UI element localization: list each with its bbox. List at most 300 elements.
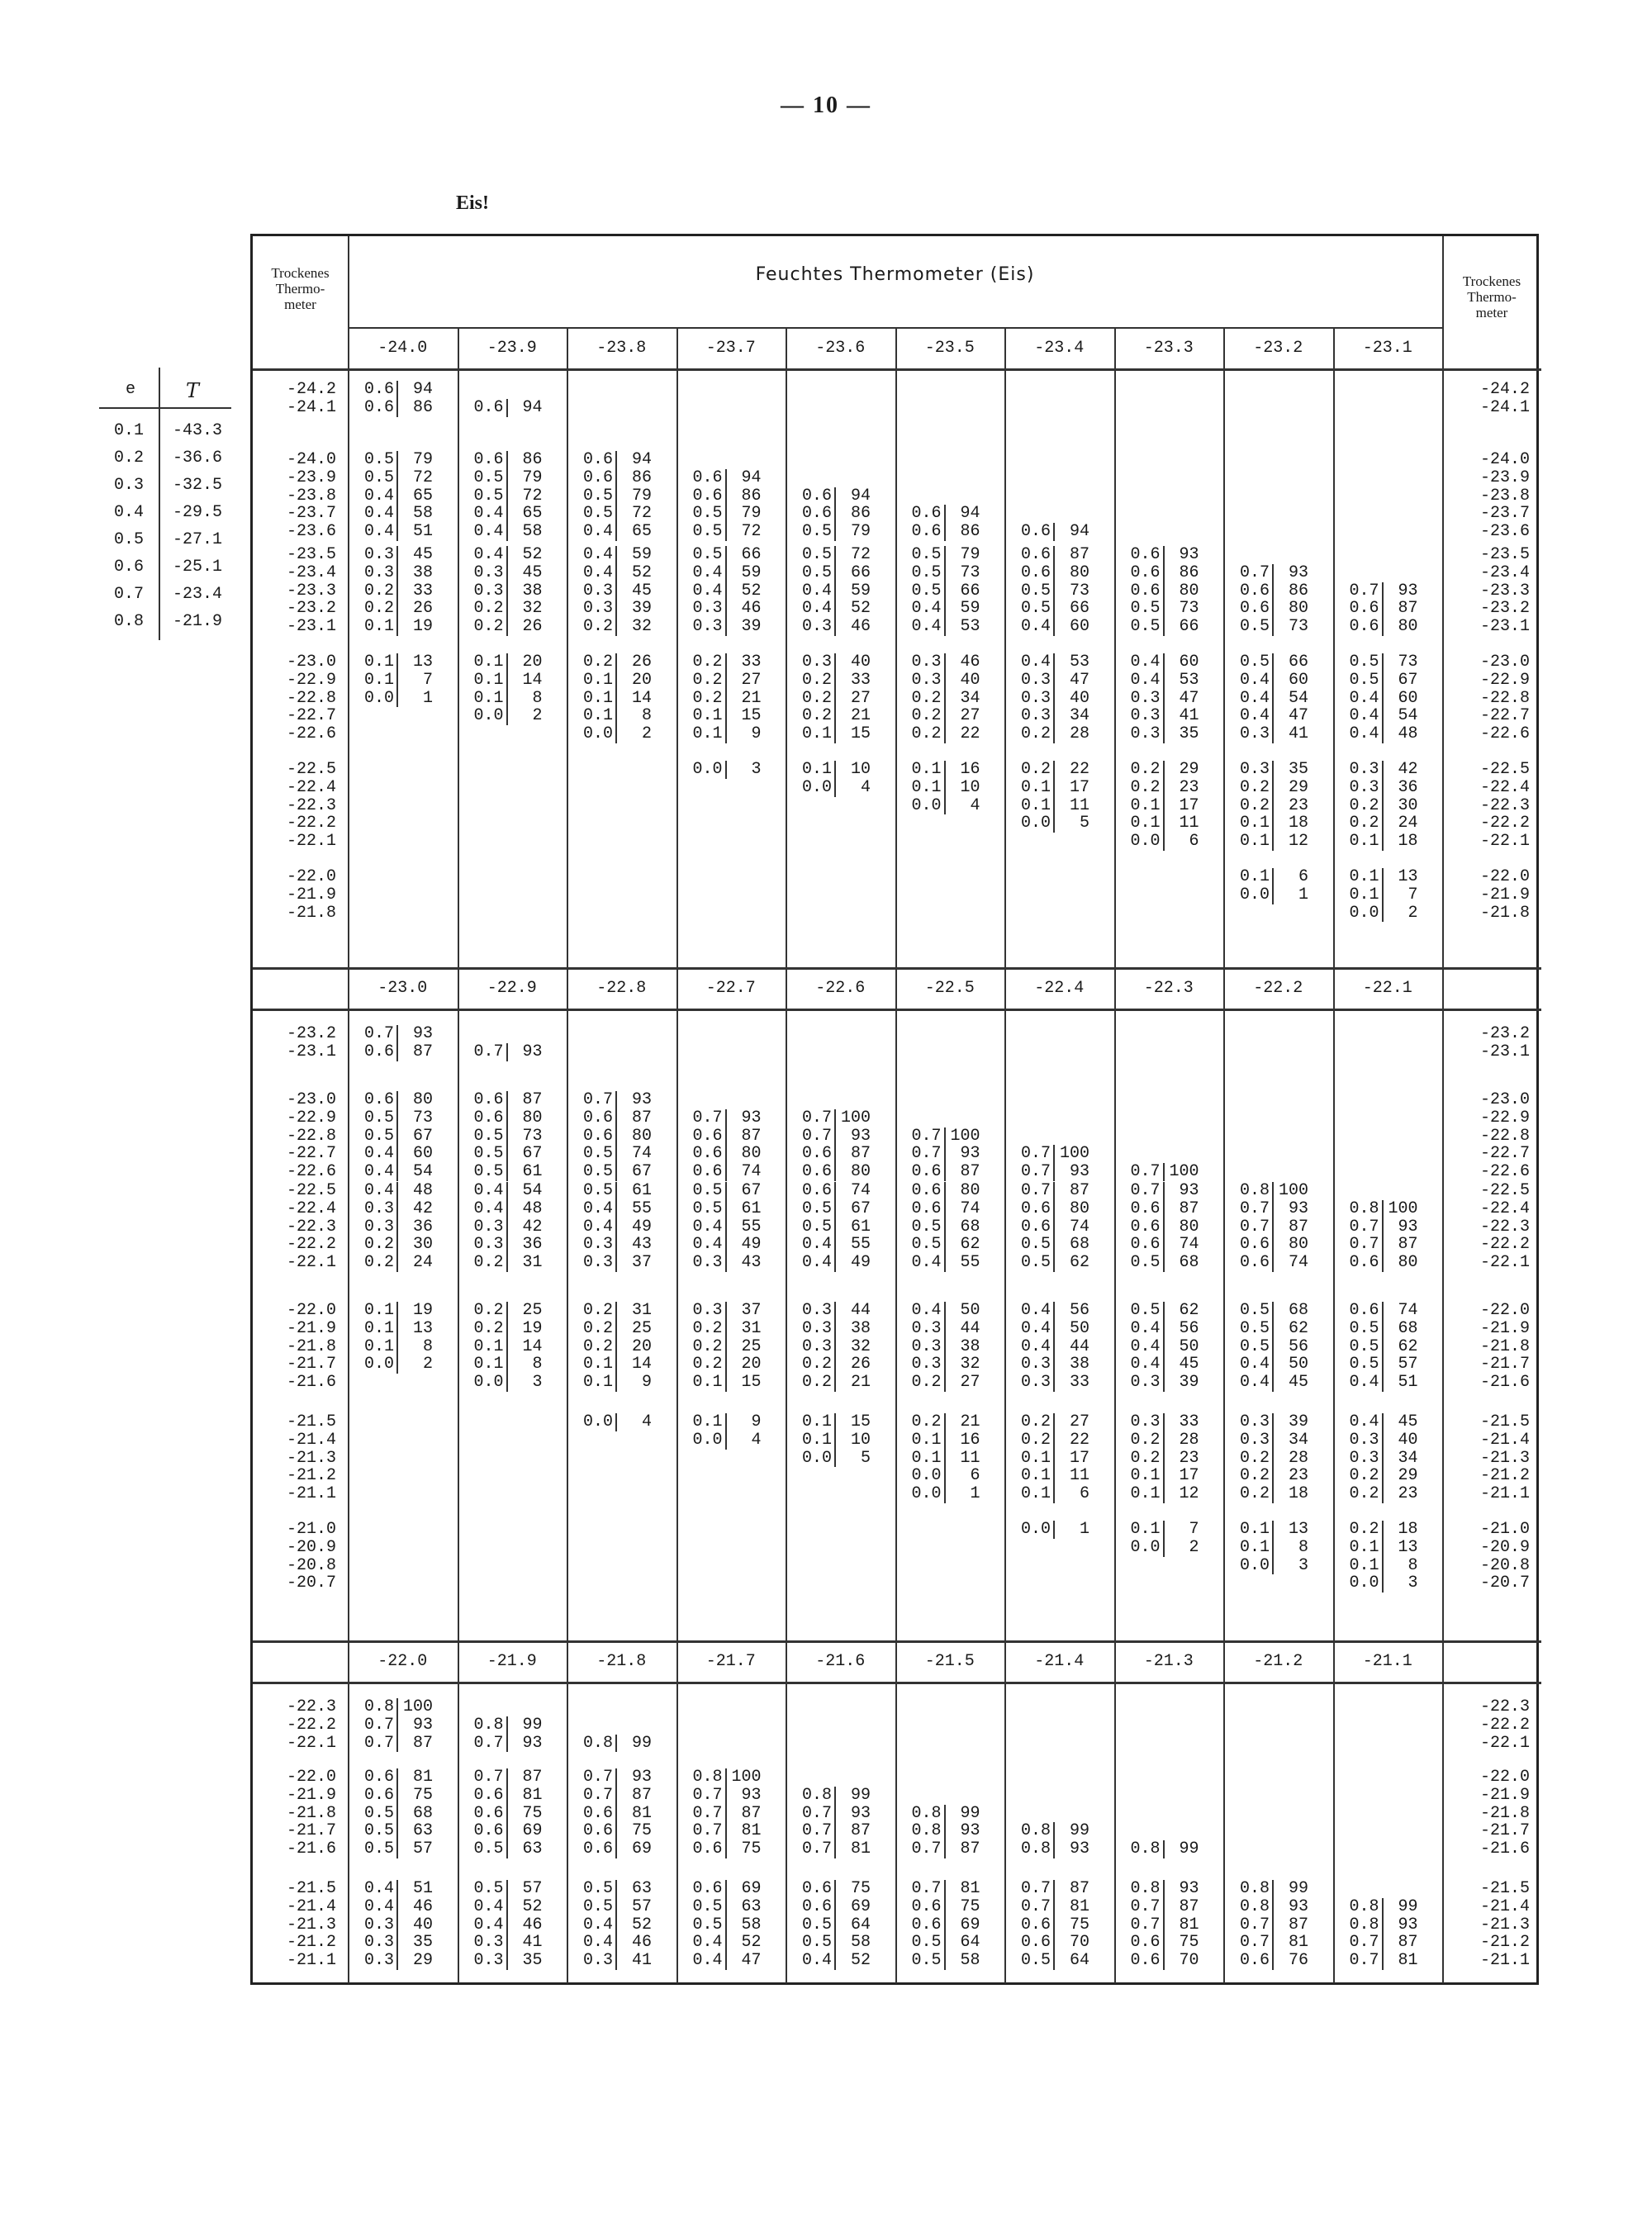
vapour-pressure: 0.6 <box>358 1091 398 1109</box>
vapour-pressure: 0.3 <box>795 1302 836 1320</box>
relative-humidity: 14 <box>522 670 543 690</box>
value-line <box>358 1182 433 1200</box>
wet-bulb-column-header: -22.2 <box>1253 979 1303 998</box>
value-line <box>577 1898 652 1916</box>
value-cell <box>468 1880 543 1970</box>
value-line <box>686 725 762 743</box>
vapour-pressure: 0.3 <box>795 653 836 672</box>
relative-humidity: 59 <box>631 545 652 564</box>
value-cell <box>577 1413 652 1431</box>
relative-humidity: 25 <box>741 1336 762 1356</box>
relative-humidity: 67 <box>631 1162 652 1182</box>
relative-humidity: 46 <box>850 617 871 637</box>
value-line <box>1014 582 1089 600</box>
value-cell <box>1233 1413 1308 1503</box>
value-line <box>577 1320 652 1338</box>
block-header-rule <box>253 1682 1541 1684</box>
relative-humidity: 12 <box>1179 1484 1199 1504</box>
value-line <box>1233 1934 1308 1952</box>
relative-humidity: 87 <box>1398 1235 1418 1255</box>
value-cell <box>1233 1880 1308 1970</box>
relative-humidity: 75 <box>1069 1915 1089 1934</box>
relative-humidity: 38 <box>850 1318 871 1338</box>
value-line <box>795 779 871 797</box>
relative-humidity: 66 <box>741 545 762 564</box>
value-cell <box>795 1768 871 1858</box>
value-line <box>577 1880 652 1898</box>
relative-humidity: 66 <box>850 562 871 582</box>
value-line <box>795 1916 871 1934</box>
dry-bulb-labels-left: -22.0 -21.9 -21.8 -21.7 -21.6 <box>286 1768 336 1859</box>
value-cell <box>1233 868 1308 904</box>
vapour-pressure: 0.7 <box>1343 582 1384 600</box>
value-line <box>1343 1338 1418 1356</box>
vapour-pressure: 0.2 <box>905 690 946 708</box>
relative-humidity: 21 <box>741 688 762 708</box>
dry-bulb-labels-right: -22.3 -22.2 -22.1 <box>1479 1697 1530 1753</box>
vapour-pressure: 0.5 <box>358 451 398 469</box>
relative-humidity: 68 <box>1288 1301 1308 1320</box>
value-line <box>795 1768 871 1787</box>
value-line <box>1233 868 1308 886</box>
vapour-pressure: 0.8 <box>358 1698 398 1716</box>
side-e-value: 0.3 <box>113 476 144 495</box>
value-line <box>468 1735 543 1753</box>
value-line <box>1014 564 1089 582</box>
table-title: Eis! <box>456 192 490 214</box>
value-line <box>1124 797 1199 815</box>
dry-bulb-labels-left: -21.5 -21.4 -21.3 -21.2 -21.1 <box>286 1412 336 1504</box>
value-line <box>686 1302 762 1320</box>
relative-humidity: 15 <box>741 706 762 726</box>
vapour-pressure: 0.3 <box>577 1254 617 1272</box>
value-line <box>1014 1127 1089 1146</box>
psychrometric-table <box>250 234 1539 1985</box>
vapour-pressure: 0.3 <box>686 1254 727 1272</box>
relative-humidity: 60 <box>1179 653 1199 672</box>
relative-humidity: 42 <box>412 1199 433 1218</box>
value-cell <box>468 1698 543 1752</box>
vapour-pressure: 0.3 <box>358 1952 398 1970</box>
value-cell <box>795 761 871 797</box>
vapour-pressure: 0.3 <box>1343 1450 1384 1468</box>
value-line <box>1014 546 1089 564</box>
value-line <box>795 1254 871 1272</box>
vapour-pressure: 0.2 <box>358 600 398 618</box>
value-line <box>577 1916 652 1934</box>
value-line <box>468 600 543 618</box>
vapour-pressure: 0.1 <box>905 1431 946 1450</box>
relative-humidity: 87 <box>1398 599 1418 619</box>
relative-humidity: 4 <box>641 1412 652 1431</box>
vapour-pressure: 0.2 <box>1343 797 1384 815</box>
vapour-pressure: 0.2 <box>1233 797 1274 815</box>
vapour-pressure: 0.3 <box>358 1218 398 1237</box>
relative-humidity: 8 <box>532 1355 543 1374</box>
value-line <box>358 487 433 506</box>
relative-humidity: 79 <box>631 486 652 506</box>
vapour-pressure: 0.5 <box>1124 618 1165 636</box>
relative-humidity: 60 <box>1288 670 1308 690</box>
vapour-pressure: 0.1 <box>358 1338 398 1356</box>
value-line <box>1124 1768 1199 1787</box>
vapour-pressure: 0.7 <box>1124 1163 1165 1181</box>
value-line <box>686 600 762 618</box>
relative-humidity: 55 <box>741 1217 762 1237</box>
value-line <box>577 1200 652 1218</box>
value-line <box>468 469 543 487</box>
relative-humidity: 75 <box>412 1785 433 1805</box>
vapour-pressure: 0.3 <box>1014 707 1055 725</box>
relative-humidity: 80 <box>631 1126 652 1146</box>
relative-humidity: 40 <box>412 1915 433 1934</box>
value-line <box>468 1200 543 1218</box>
value-line <box>1014 1413 1089 1431</box>
value-line <box>905 1805 980 1823</box>
value-line <box>1343 1557 1418 1575</box>
relative-humidity: 64 <box>960 1933 980 1953</box>
value-line <box>905 1200 980 1218</box>
value-line <box>358 600 433 618</box>
value-line <box>1343 725 1418 743</box>
vapour-pressure: 0.3 <box>468 1952 508 1970</box>
value-line <box>358 505 433 523</box>
value-cell <box>358 1302 433 1374</box>
value-line <box>686 451 762 469</box>
relative-humidity: 13 <box>1398 867 1418 886</box>
vapour-pressure: 0.5 <box>686 546 727 564</box>
column-rule <box>676 967 678 1640</box>
vapour-pressure: 0.1 <box>686 1374 727 1392</box>
value-cell <box>1124 1880 1199 1970</box>
value-line <box>1343 1254 1418 1272</box>
value-line <box>1014 1805 1089 1823</box>
relative-humidity: 70 <box>1069 1933 1089 1953</box>
vapour-pressure: 0.3 <box>795 618 836 636</box>
vapour-pressure: 0.1 <box>686 725 727 743</box>
vapour-pressure: 0.4 <box>686 1934 727 1952</box>
value-line <box>358 451 433 469</box>
relative-humidity: 2 <box>532 706 543 726</box>
vapour-pressure: 0.8 <box>1124 1840 1165 1858</box>
value-cell <box>1014 1091 1089 1181</box>
value-line <box>905 779 980 797</box>
value-cell <box>686 1182 762 1272</box>
dry-bulb-labels-left: -22.5 -22.4 -22.3 -22.2 -22.1 <box>286 760 336 852</box>
relative-humidity: 81 <box>850 1839 871 1859</box>
value-cell <box>905 451 980 541</box>
value-cell <box>905 1413 980 1503</box>
vapour-pressure: 0.6 <box>1124 1934 1165 1952</box>
value-line <box>905 1840 980 1858</box>
value-line <box>358 582 433 600</box>
value-line <box>1124 1182 1199 1200</box>
relative-humidity: 72 <box>850 545 871 564</box>
vapour-pressure: 0.0 <box>358 690 398 708</box>
vapour-pressure: 0.2 <box>1014 761 1055 779</box>
value-line <box>686 582 762 600</box>
value-line <box>1014 690 1089 708</box>
value-line <box>1233 725 1308 743</box>
vapour-pressure: 0.3 <box>905 1320 946 1338</box>
relative-humidity: 35 <box>1179 724 1199 744</box>
value-cell <box>1233 1182 1308 1272</box>
vapour-pressure: 0.2 <box>795 1355 836 1374</box>
column-rule <box>1223 1640 1225 1983</box>
relative-humidity: 9 <box>751 1412 762 1431</box>
value-line <box>1124 1934 1199 1952</box>
relative-humidity: 55 <box>960 1253 980 1273</box>
vapour-pressure: 0.5 <box>795 1200 836 1218</box>
value-line <box>905 725 980 743</box>
relative-humidity: 62 <box>1288 1318 1308 1338</box>
vapour-pressure: 0.1 <box>1014 779 1055 797</box>
wet-bulb-column-header: -23.3 <box>1143 339 1194 358</box>
relative-humidity: 48 <box>412 1181 433 1200</box>
relative-humidity: 86 <box>741 486 762 506</box>
wet-bulb-column-header: -21.4 <box>1034 1652 1085 1671</box>
relative-humidity: 100 <box>1388 1199 1418 1218</box>
vapour-pressure: 0.4 <box>577 1934 617 1952</box>
value-line <box>577 1805 652 1823</box>
relative-humidity: 94 <box>741 468 762 487</box>
relative-humidity: 18 <box>1288 1484 1308 1504</box>
vapour-pressure: 0.6 <box>468 1787 508 1805</box>
vapour-pressure: 0.5 <box>905 1952 946 1970</box>
value-line <box>1233 1916 1308 1934</box>
relative-humidity: 54 <box>1288 688 1308 708</box>
vapour-pressure: 0.6 <box>905 1200 946 1218</box>
vapour-pressure: 0.5 <box>905 582 946 600</box>
relative-humidity: 61 <box>850 1217 871 1237</box>
vapour-pressure: 0.4 <box>358 1145 398 1163</box>
value-cell <box>686 1302 762 1392</box>
value-line <box>905 546 980 564</box>
value-line <box>1343 1898 1418 1916</box>
relative-humidity: 86 <box>1179 562 1199 582</box>
relative-humidity: 99 <box>522 1715 543 1735</box>
relative-humidity: 99 <box>960 1803 980 1823</box>
value-line <box>905 1182 980 1200</box>
value-line <box>795 1218 871 1237</box>
relative-humidity: 41 <box>522 1933 543 1953</box>
value-line <box>905 451 980 469</box>
value-cell <box>905 1182 980 1272</box>
value-line <box>468 1320 543 1338</box>
vapour-pressure: 0.4 <box>686 1952 727 1970</box>
relative-humidity: 32 <box>522 599 543 619</box>
relative-humidity: 27 <box>850 688 871 708</box>
value-line <box>686 1787 762 1805</box>
vapour-pressure: 0.2 <box>577 1302 617 1320</box>
vapour-pressure: 0.3 <box>905 1338 946 1356</box>
column-rule <box>786 327 787 967</box>
wet-bulb-column-header: -22.1 <box>1362 979 1412 998</box>
relative-humidity: 23 <box>1288 795 1308 815</box>
value-line <box>468 1768 543 1787</box>
vapour-pressure: 0.4 <box>1124 672 1165 690</box>
vapour-pressure: 0.6 <box>686 1145 727 1163</box>
relative-humidity: 93 <box>1398 1915 1418 1934</box>
value-line <box>468 690 543 708</box>
value-line <box>686 1218 762 1237</box>
vapour-pressure: 0.5 <box>795 523 836 541</box>
vapour-pressure: 0.2 <box>1343 814 1384 833</box>
vapour-pressure: 0.0 <box>905 797 946 815</box>
value-line <box>1124 1091 1199 1109</box>
vapour-pressure: 0.7 <box>358 1025 398 1043</box>
value-line <box>795 1145 871 1163</box>
value-cell <box>468 1182 543 1272</box>
relative-humidity: 53 <box>1179 670 1199 690</box>
value-line <box>468 564 543 582</box>
vapour-pressure: 0.6 <box>1014 1934 1055 1952</box>
relative-humidity: 47 <box>741 1951 762 1971</box>
value-line <box>468 582 543 600</box>
value-cell <box>468 381 543 417</box>
relative-humidity: 81 <box>522 1785 543 1805</box>
relative-humidity: 100 <box>1059 1144 1089 1164</box>
value-line <box>577 1934 652 1952</box>
vapour-pressure: 0.2 <box>686 1338 727 1356</box>
vapour-pressure: 0.3 <box>358 1934 398 1952</box>
vapour-pressure: 0.2 <box>358 582 398 600</box>
value-line <box>468 1163 543 1181</box>
value-cell <box>905 1091 980 1181</box>
vapour-pressure: 0.2 <box>1343 1521 1384 1539</box>
relative-humidity: 6 <box>1189 832 1199 852</box>
relative-humidity: 69 <box>741 1879 762 1898</box>
relative-humidity: 41 <box>1179 706 1199 726</box>
vapour-pressure: 0.4 <box>1343 1413 1384 1431</box>
relative-humidity: 36 <box>522 1235 543 1255</box>
vapour-pressure: 0.3 <box>686 618 727 636</box>
value-line <box>1233 600 1308 618</box>
value-line <box>577 1254 652 1272</box>
value-line <box>1014 469 1089 487</box>
value-line <box>468 1880 543 1898</box>
relative-humidity: 100 <box>731 1768 762 1787</box>
relative-humidity: 87 <box>412 1733 433 1753</box>
value-line <box>1233 653 1308 672</box>
relative-humidity: 94 <box>631 450 652 469</box>
value-line <box>686 1916 762 1934</box>
value-line <box>686 653 762 672</box>
relative-humidity: 94 <box>522 397 543 417</box>
relative-humidity: 50 <box>1069 1318 1089 1338</box>
value-line <box>468 381 543 399</box>
vapour-pressure: 0.3 <box>358 1200 398 1218</box>
value-line <box>686 487 762 506</box>
value-line <box>468 451 543 469</box>
vapour-pressure: 0.5 <box>577 487 617 506</box>
vapour-pressure: 0.2 <box>795 672 836 690</box>
vapour-pressure: 0.6 <box>1014 546 1055 564</box>
vapour-pressure: 0.4 <box>468 1200 508 1218</box>
value-line <box>468 1091 543 1109</box>
relative-humidity: 28 <box>1179 1430 1199 1450</box>
value-line <box>905 564 980 582</box>
dry-bulb-labels-right: -21.5 -21.4 -21.3 -21.2 -21.1 <box>1479 1879 1530 1971</box>
relative-humidity: 99 <box>1179 1839 1199 1859</box>
vapour-pressure: 0.4 <box>686 564 727 582</box>
relative-humidity: 93 <box>1069 1839 1089 1859</box>
relative-humidity: 86 <box>522 450 543 469</box>
relative-humidity: 7 <box>1408 885 1418 904</box>
relative-humidity: 86 <box>960 522 980 542</box>
dry-bulb-header-right: Trockenes Thermo- meter <box>1462 273 1521 320</box>
vapour-pressure: 0.5 <box>577 1182 617 1200</box>
value-line <box>905 582 980 600</box>
value-line <box>905 1091 980 1109</box>
value-line <box>795 451 871 469</box>
value-line <box>686 469 762 487</box>
value-line <box>1124 690 1199 708</box>
value-line <box>1014 1898 1089 1916</box>
value-line <box>1014 1952 1089 1970</box>
relative-humidity: 10 <box>960 777 980 797</box>
wet-bulb-column-header: -22.7 <box>705 979 756 998</box>
wet-bulb-column-header: -21.9 <box>487 1652 537 1671</box>
value-line <box>358 1805 433 1823</box>
relative-humidity: 5 <box>1079 814 1089 833</box>
relative-humidity: 87 <box>850 1144 871 1164</box>
relative-humidity: 81 <box>1398 1951 1418 1971</box>
value-line <box>905 1934 980 1952</box>
value-line <box>577 1091 652 1109</box>
value-line <box>358 1109 433 1127</box>
vapour-pressure: 0.2 <box>577 618 617 636</box>
value-line <box>1124 833 1199 851</box>
relative-humidity: 26 <box>850 1355 871 1374</box>
value-line <box>577 1302 652 1320</box>
relative-humidity: 81 <box>1288 1933 1308 1953</box>
vapour-pressure: 0.2 <box>795 707 836 725</box>
value-line <box>468 1109 543 1127</box>
relative-humidity: 54 <box>1398 706 1418 726</box>
relative-humidity: 39 <box>631 599 652 619</box>
relative-humidity: 5 <box>860 1448 871 1468</box>
relative-humidity: 23 <box>1398 1484 1418 1504</box>
value-line <box>358 1880 433 1898</box>
vapour-pressure: 0.1 <box>1124 1485 1165 1503</box>
value-line <box>1014 1787 1089 1805</box>
vapour-pressure: 0.6 <box>1124 582 1165 600</box>
value-cell <box>577 653 652 743</box>
value-line <box>686 1127 762 1146</box>
value-line <box>1014 451 1089 469</box>
column-rule <box>1223 327 1225 967</box>
value-cell <box>1233 546 1308 636</box>
dry-bulb-labels-right: -22.0 -21.9 -21.8 -21.7 -21.6 <box>1479 1768 1530 1859</box>
relative-humidity: 8 <box>641 706 652 726</box>
vapour-pressure: 0.4 <box>1343 707 1384 725</box>
relative-humidity: 73 <box>1069 581 1089 600</box>
relative-humidity: 27 <box>1069 1412 1089 1431</box>
value-line <box>1233 1557 1308 1575</box>
dry-bulb-labels-right: -22.0 -21.9 -21.8 <box>1479 867 1530 923</box>
value-cell <box>1233 1302 1308 1392</box>
relative-humidity: 65 <box>522 504 543 524</box>
relative-humidity: 18 <box>1398 832 1418 852</box>
value-line <box>795 761 871 779</box>
value-line <box>358 381 433 399</box>
vapour-pressure: 0.3 <box>468 582 508 600</box>
value-cell <box>795 546 871 636</box>
value-line <box>358 564 433 582</box>
value-line <box>468 1716 543 1735</box>
relative-humidity: 46 <box>522 1915 543 1934</box>
